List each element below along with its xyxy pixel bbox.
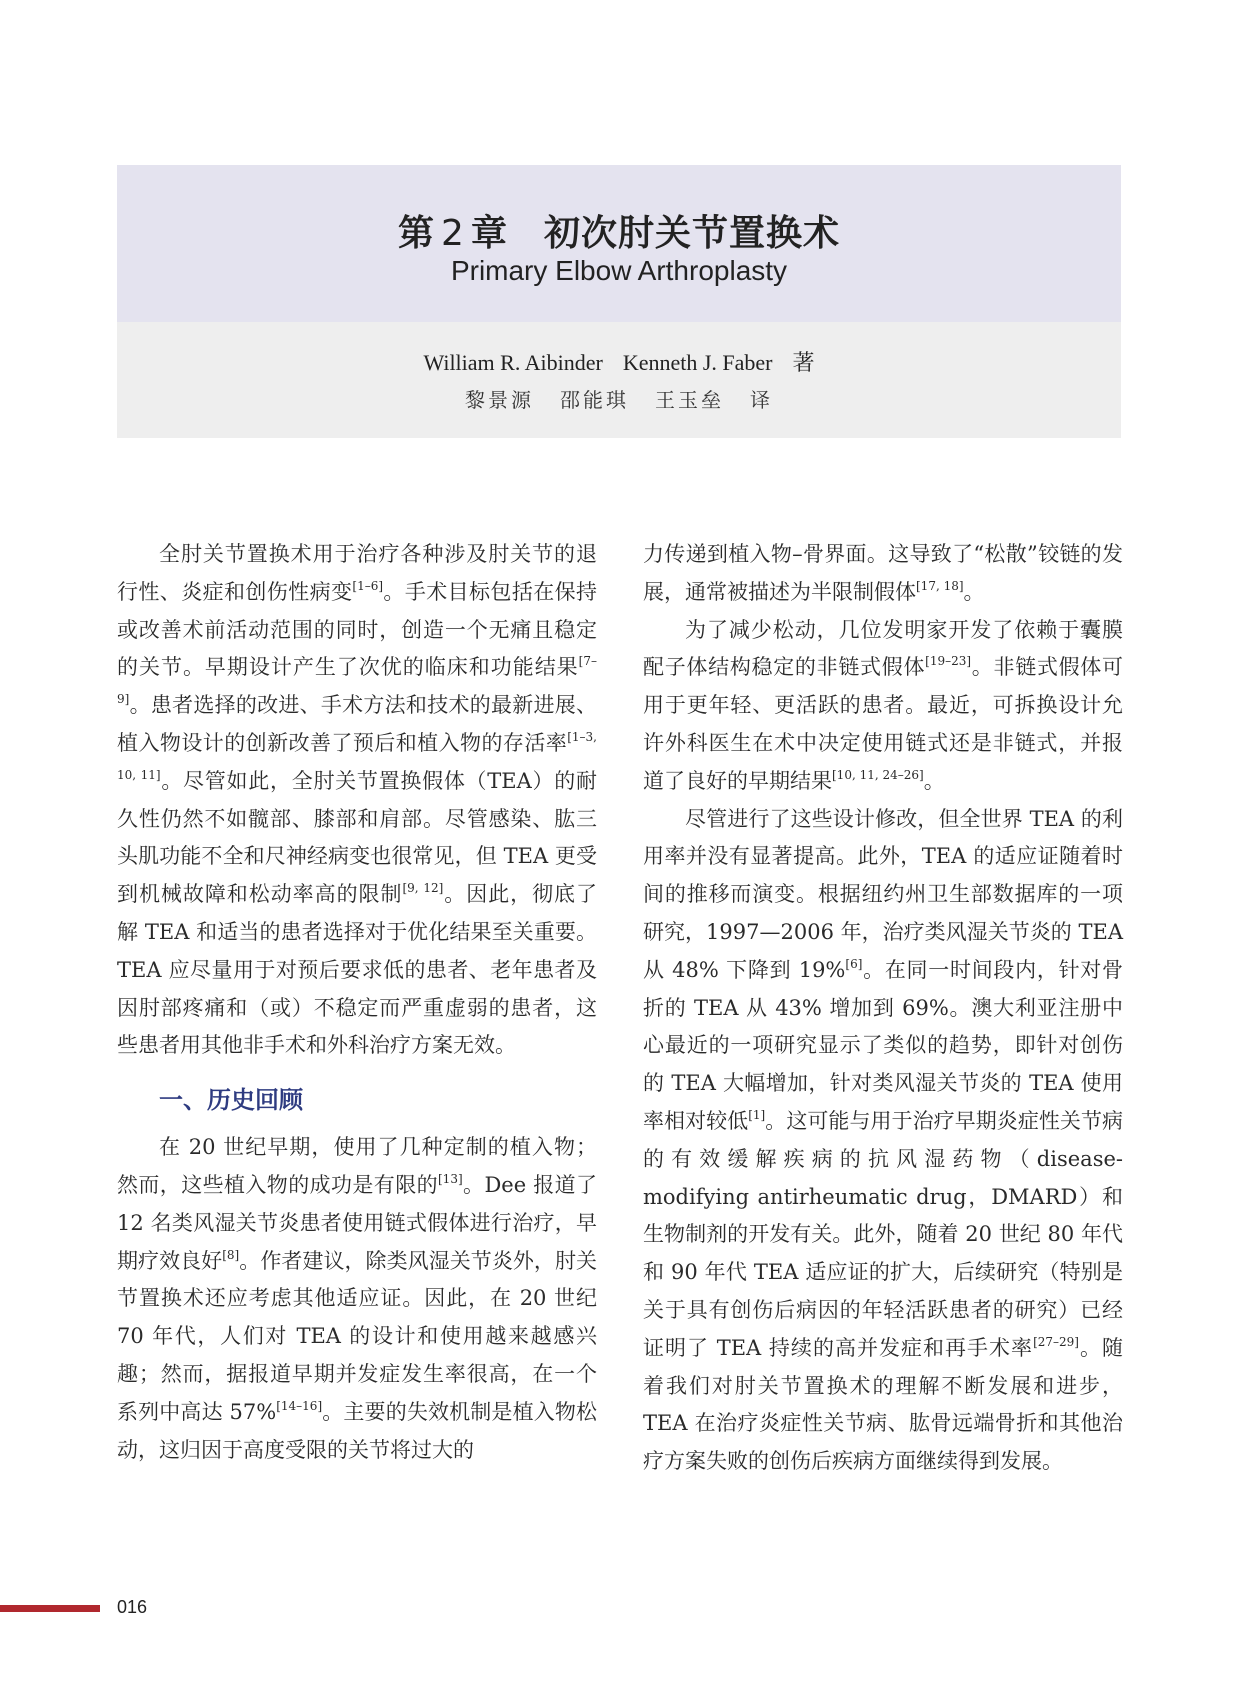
- citation: [7–9]: [117, 654, 597, 707]
- translator-role: 译: [750, 388, 773, 412]
- translator-name: 邵能琪: [560, 388, 629, 412]
- citation: [13]: [438, 1171, 463, 1186]
- left-column: [117, 536, 597, 1469]
- citation: [6]: [845, 956, 863, 971]
- footer-accent-bar: [0, 1605, 100, 1612]
- translator-name: 王玉垒: [655, 388, 724, 412]
- paragraph: 全肘关节置换术用于治疗各种涉及肘关节的退行性、炎症和创伤性病变[1–6]。手术目标包括在保持或改善术前活动范围的同时，创造一个无痛且稳定的关节。早期设计产生了次优的临床和功能结果[7–9]。患者选择的改进、手术方法和技术的最新进展、植入物设计的创新改善了预后和植入物的存活率[1–3, 10, 11]。尽管如此，全肘关节置换假体（TEA）的耐久性仍然不如髋部、膝部和肩部。尽管感染、肱三头肌功能不全和尺神经病变也很常见，但 TEA 更受到机械故障和松动率高的限制[9, 12]。因此，彻底了解 TEA 和适当的患者选择对于优化结果至关重要。TEA 应尽量用于对预后要求低的患者、老年患者及因肘部疼痛和（或）不稳定而严重虚弱的患者，这些患者用其他非手术和外科治疗方案无效。: [117, 542, 598, 1058]
- right-column: [643, 536, 1123, 1481]
- chapter-title-cn: 初次肘关节置换术: [543, 213, 840, 254]
- paragraph: 为了减少松动，几位发明家开发了依赖于囊膜配子体结构稳定的非链式假体[19–23]。非链式假体可用于更年轻、更活跃的患者。最近，可拆换设计允许外科医生在术中决定使用链式还是非链式，并报道了良好的早期结果[10, 11, 24–26]。: [643, 617, 1124, 793]
- chapter-suffix: 章: [470, 213, 508, 254]
- author-line: [117, 346, 1121, 377]
- chapter-header: [117, 165, 1121, 322]
- paragraph: 尽管进行了这些设计修改，但全世界 TEA 的利用率并没有显著提高。此外，TEA 的适应证随着时间的推移而演变。根据纽约州卫生部数据库的一项研究，1997—2006 年，治疗类风湿关节炎的 TEA 从 48% 下降到 19%[6]。在同一时间段内，针对骨折的 TEA 从 43% 增加到 69%。澳大利亚注册中心最近的一项研究显示了类似的趋势，即针对创伤的 TEA 大幅增加，针对类风湿关节炎的 TEA 使用率相对较低[1]。这可能与用于治疗早期炎症性关节病的有效缓解疾病的抗风湿药物（disease-modifying antirheumatic drug，DMARD）和生物制剂的开发有关。此外，随着 20 世纪 80 年代和 90 年代 TEA 适应证的扩大，后续研究（特别是关于具有创伤后病因的年轻活跃患者的研究）已经证明了 TEA 持续的高并发症和再手术率[27–29]。随着我们对肘关节置换术的理解不断发展和进步，TEA 在治疗炎症性关节病、肱骨远端骨折和其他治疗方案失败的创伤后疾病方面继续得到发展。: [643, 806, 1124, 1474]
- citation: [10, 11, 24–26]: [832, 767, 924, 782]
- citation: [1–6]: [352, 578, 384, 593]
- citation: [8]: [222, 1247, 240, 1262]
- chapter-title: [117, 205, 1121, 256]
- citation: [1–3, 10, 11]: [117, 729, 597, 782]
- chapter-title-en: Primary Elbow Arthroplasty: [450, 255, 788, 286]
- citation: [1]: [748, 1107, 766, 1122]
- chapter-number: 2: [441, 213, 465, 254]
- citation: [27–29]: [1033, 1334, 1079, 1349]
- paragraph: 力传递到植入物–骨界面。这导致了“松散”铰链的发展，通常被描述为半限制假体[17, 18]。: [643, 542, 1123, 604]
- author-name: Kenneth J. Faber: [622, 350, 773, 375]
- citation: [19–23]: [925, 654, 972, 669]
- translator-line: [117, 384, 1121, 413]
- citation: [9, 12]: [402, 881, 444, 896]
- section-heading: 一、历史回顾: [159, 1086, 303, 1115]
- page-number: 016: [117, 1597, 148, 1617]
- paragraph: 在 20 世纪早期，使用了几种定制的植入物；然而，这些植入物的成功是有限的[13]。Dee 报道了 12 名类风湿关节炎患者使用链式假体进行治疗，早期疗效良好[8]。作者建议，除类风湿关节炎外，肘关节置换术还应考虑其他适应证。因此，在 20 世纪 70 年代，人们对 TEA 的设计和使用越来越感兴趣；然而，据报道早期并发症发生率很高，在一个系列中高达 57%[14–16]。主要的失效机制是植入物松动，这归因于高度受限的关节将过大的: [117, 1135, 598, 1462]
- author-name: William R. Aibinder: [423, 350, 603, 375]
- citation: [14–16]: [276, 1398, 323, 1413]
- citation: [17, 18]: [916, 578, 964, 593]
- author-block: [117, 322, 1121, 438]
- chapter-prefix: 第: [398, 213, 436, 254]
- translator-name: 黎景源: [465, 388, 534, 412]
- author-role: 著: [792, 350, 815, 375]
